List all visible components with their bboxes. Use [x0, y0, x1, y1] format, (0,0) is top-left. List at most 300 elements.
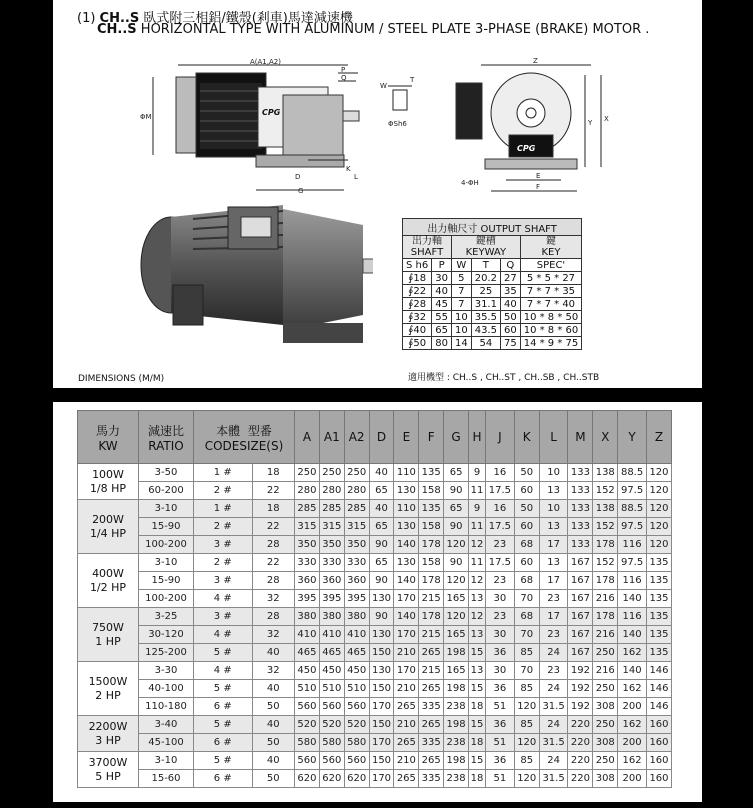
- value-cell: 17: [539, 608, 568, 626]
- shaft-cell: 54: [471, 337, 500, 350]
- value-cell: 88.5: [618, 500, 647, 518]
- value-cell: 410: [319, 626, 344, 644]
- svg-text:A(A1,A2): A(A1,A2): [250, 58, 281, 66]
- top-sheet: [53, 0, 702, 388]
- ratio-cell: 3-25: [139, 608, 194, 626]
- value-cell: 24: [539, 680, 568, 698]
- value-cell: 138: [593, 464, 618, 482]
- motor-photo: [133, 195, 373, 360]
- value-cell: 560: [344, 752, 369, 770]
- value-cell: 315: [344, 518, 369, 536]
- value-cell: 167: [568, 590, 593, 608]
- value-cell: 11: [469, 518, 486, 536]
- value-cell: 450: [319, 662, 344, 680]
- shaft-table-title: 出力軸尺寸 OUTPUT SHAFT: [403, 219, 582, 236]
- code-cell: 6 #: [194, 734, 253, 752]
- value-cell: 120: [444, 536, 469, 554]
- value-cell: 250: [593, 752, 618, 770]
- value-cell: 50: [252, 698, 294, 716]
- value-cell: 138: [593, 500, 618, 518]
- value-cell: 18: [469, 698, 486, 716]
- value-cell: 40: [252, 680, 294, 698]
- value-cell: 40: [252, 644, 294, 662]
- table-row: [78, 500, 672, 518]
- value-cell: 167: [568, 626, 593, 644]
- value-cell: 146: [646, 662, 671, 680]
- value-cell: 51: [486, 734, 515, 752]
- ratio-cell: 125-200: [139, 644, 194, 662]
- svg-text:CPG: CPG: [262, 108, 281, 117]
- code-cell: 2 #: [194, 554, 253, 572]
- col-h: H: [469, 411, 486, 464]
- shaft-cell: 60: [500, 324, 520, 337]
- code-cell: 1 #: [194, 464, 253, 482]
- shaft-cell: 35.5: [471, 311, 500, 324]
- value-cell: 120: [646, 518, 671, 536]
- value-cell: 280: [344, 482, 369, 500]
- value-cell: 280: [295, 482, 320, 500]
- value-cell: 65: [444, 500, 469, 518]
- ratio-cell: 3-10: [139, 752, 194, 770]
- shaft-row: [403, 285, 582, 298]
- shaft-col-header: S h6: [403, 259, 432, 272]
- shaft-col-header: W: [451, 259, 471, 272]
- value-cell: 13: [469, 662, 486, 680]
- value-cell: 395: [319, 590, 344, 608]
- shaft-cell: 7: [451, 298, 471, 311]
- shaft-cell: 5: [451, 272, 471, 285]
- shaft-cell: 27: [500, 272, 520, 285]
- value-cell: 395: [344, 590, 369, 608]
- value-cell: 330: [344, 554, 369, 572]
- table-row: [78, 644, 672, 662]
- value-cell: 17.5: [486, 518, 515, 536]
- value-cell: 13: [539, 482, 568, 500]
- svg-text:CPG: CPG: [517, 144, 536, 153]
- svg-text:Z: Z: [533, 57, 538, 65]
- col-code-size: 本體 型番 CODESIZE(S): [194, 411, 295, 464]
- dimensions-label: DIMENSIONS (M/M): [78, 374, 165, 384]
- table-row: [78, 518, 672, 536]
- shaft-cell: 40: [432, 285, 452, 298]
- value-cell: 120: [646, 536, 671, 554]
- value-cell: 220: [568, 734, 593, 752]
- shaft-cell: 65: [432, 324, 452, 337]
- value-cell: 120: [444, 572, 469, 590]
- value-cell: 178: [593, 572, 618, 590]
- value-cell: 178: [419, 608, 444, 626]
- value-cell: 170: [394, 626, 419, 644]
- ratio-cell: 3-10: [139, 554, 194, 572]
- value-cell: 17: [539, 572, 568, 590]
- value-cell: 152: [593, 554, 618, 572]
- value-cell: 167: [568, 554, 593, 572]
- value-cell: 90: [444, 518, 469, 536]
- shaft-detail-drawing: [378, 72, 428, 132]
- value-cell: 133: [568, 482, 593, 500]
- svg-text:G: G: [298, 187, 304, 195]
- value-cell: 265: [419, 752, 444, 770]
- table-row: [78, 626, 672, 644]
- code-cell: 4 #: [194, 590, 253, 608]
- value-cell: 170: [369, 734, 394, 752]
- shaft-cell: 10 * 8 * 50: [520, 311, 582, 324]
- value-cell: 165: [444, 626, 469, 644]
- value-cell: 560: [344, 698, 369, 716]
- value-cell: 580: [319, 734, 344, 752]
- shaft-cell: 20.2: [471, 272, 500, 285]
- value-cell: 330: [295, 554, 320, 572]
- shaft-row: [403, 298, 582, 311]
- value-cell: 265: [394, 734, 419, 752]
- shaft-cell: 14: [451, 337, 471, 350]
- ratio-cell: 100-200: [139, 590, 194, 608]
- value-cell: 158: [419, 554, 444, 572]
- table-row: [78, 536, 672, 554]
- value-cell: 170: [394, 590, 419, 608]
- value-cell: 285: [295, 500, 320, 518]
- value-cell: 50: [252, 734, 294, 752]
- front-view-drawing: [451, 55, 631, 200]
- value-cell: 70: [514, 590, 539, 608]
- value-cell: 450: [344, 662, 369, 680]
- value-cell: 250: [319, 464, 344, 482]
- value-cell: 68: [514, 572, 539, 590]
- code-cell: 6 #: [194, 698, 253, 716]
- value-cell: 238: [444, 734, 469, 752]
- value-cell: 28: [252, 572, 294, 590]
- value-cell: 250: [295, 464, 320, 482]
- shaft-cell: 10 * 8 * 60: [520, 324, 582, 337]
- value-cell: 220: [568, 752, 593, 770]
- value-cell: 150: [369, 644, 394, 662]
- value-cell: 133: [568, 464, 593, 482]
- value-cell: 70: [514, 626, 539, 644]
- value-cell: 31.5: [539, 698, 568, 716]
- value-cell: 130: [369, 626, 394, 644]
- value-cell: 330: [319, 554, 344, 572]
- svg-text:ΦSh6: ΦSh6: [388, 120, 407, 128]
- value-cell: 13: [539, 518, 568, 536]
- value-cell: 17.5: [486, 554, 515, 572]
- kw-cell: 100W 1/8 HP: [78, 464, 139, 500]
- ratio-cell: 3-30: [139, 662, 194, 680]
- value-cell: 40: [369, 464, 394, 482]
- shaft-row: [403, 311, 582, 324]
- value-cell: 97.5: [618, 554, 647, 572]
- value-cell: 18: [469, 770, 486, 788]
- value-cell: 178: [593, 536, 618, 554]
- shaft-cell: 50: [500, 311, 520, 324]
- value-cell: 620: [319, 770, 344, 788]
- shaft-cell: 43.5: [471, 324, 500, 337]
- value-cell: 90: [444, 554, 469, 572]
- value-cell: 135: [646, 590, 671, 608]
- shaft-row: [403, 337, 582, 350]
- value-cell: 350: [344, 536, 369, 554]
- value-cell: 380: [295, 608, 320, 626]
- value-cell: 130: [394, 482, 419, 500]
- dimension-table-header: [78, 411, 672, 464]
- shaft-cell: ∮50: [403, 337, 432, 350]
- value-cell: 160: [646, 734, 671, 752]
- value-cell: 23: [486, 572, 515, 590]
- bottom-sheet: [53, 402, 702, 802]
- title-zh: (1) CH..S 臥式附三相鋁/鐵殼(剎車)馬達減速機: [77, 11, 353, 26]
- value-cell: 162: [618, 716, 647, 734]
- value-cell: 120: [646, 482, 671, 500]
- value-cell: 450: [295, 662, 320, 680]
- value-cell: 178: [419, 536, 444, 554]
- value-cell: 85: [514, 644, 539, 662]
- table-row: [78, 590, 672, 608]
- svg-text:T: T: [410, 76, 415, 84]
- value-cell: 65: [369, 518, 394, 536]
- value-cell: 510: [319, 680, 344, 698]
- code-cell: 3 #: [194, 572, 253, 590]
- value-cell: 17: [539, 536, 568, 554]
- kw-cell: 2200W 3 HP: [78, 716, 139, 752]
- col-y: Y: [618, 411, 647, 464]
- value-cell: 12: [469, 608, 486, 626]
- ratio-cell: 3-40: [139, 716, 194, 734]
- value-cell: 215: [419, 626, 444, 644]
- value-cell: 16: [486, 500, 515, 518]
- value-cell: 120: [646, 500, 671, 518]
- value-cell: 135: [646, 572, 671, 590]
- col-e: E: [394, 411, 419, 464]
- value-cell: 40: [252, 716, 294, 734]
- value-cell: 32: [252, 662, 294, 680]
- value-cell: 560: [319, 752, 344, 770]
- shaft-cell: ∮22: [403, 285, 432, 298]
- col-x: X: [593, 411, 618, 464]
- shaft-cell: 55: [432, 311, 452, 324]
- value-cell: 220: [568, 770, 593, 788]
- value-cell: 36: [486, 644, 515, 662]
- value-cell: 23: [539, 662, 568, 680]
- value-cell: 24: [539, 716, 568, 734]
- value-cell: 265: [394, 770, 419, 788]
- value-cell: 335: [419, 734, 444, 752]
- value-cell: 133: [568, 500, 593, 518]
- col-d: D: [369, 411, 394, 464]
- value-cell: 51: [486, 698, 515, 716]
- shaft-cell: 45: [432, 298, 452, 311]
- value-cell: 315: [295, 518, 320, 536]
- value-cell: 465: [344, 644, 369, 662]
- value-cell: 120: [514, 698, 539, 716]
- table-row: [78, 698, 672, 716]
- value-cell: 216: [593, 626, 618, 644]
- value-cell: 11: [469, 554, 486, 572]
- value-cell: 198: [444, 752, 469, 770]
- value-cell: 210: [394, 716, 419, 734]
- svg-text:D: D: [295, 173, 301, 181]
- value-cell: 178: [419, 572, 444, 590]
- group-keyway: 鍵槽 KEYWAY: [451, 236, 520, 259]
- kw-cell: 400W 1/2 HP: [78, 554, 139, 608]
- value-cell: 18: [469, 734, 486, 752]
- code-cell: 5 #: [194, 680, 253, 698]
- value-cell: 192: [568, 680, 593, 698]
- shaft-row: [403, 324, 582, 337]
- value-cell: 23: [486, 536, 515, 554]
- value-cell: 335: [419, 770, 444, 788]
- value-cell: 135: [646, 554, 671, 572]
- value-cell: 140: [618, 626, 647, 644]
- value-cell: 158: [419, 482, 444, 500]
- value-cell: 110: [394, 464, 419, 482]
- value-cell: 15: [469, 752, 486, 770]
- value-cell: 162: [618, 752, 647, 770]
- value-cell: 215: [419, 662, 444, 680]
- value-cell: 160: [646, 752, 671, 770]
- value-cell: 238: [444, 698, 469, 716]
- value-cell: 158: [419, 518, 444, 536]
- ratio-cell: 45-100: [139, 734, 194, 752]
- col-k: K: [514, 411, 539, 464]
- value-cell: 90: [369, 572, 394, 590]
- value-cell: 315: [319, 518, 344, 536]
- dimension-table-body: [78, 464, 672, 788]
- value-cell: 220: [568, 716, 593, 734]
- value-cell: 178: [593, 608, 618, 626]
- kw-cell: 3700W 5 HP: [78, 752, 139, 788]
- table-row: [78, 770, 672, 788]
- code-cell: 3 #: [194, 536, 253, 554]
- value-cell: 167: [568, 608, 593, 626]
- col-a1: A1: [319, 411, 344, 464]
- value-cell: 140: [394, 536, 419, 554]
- value-cell: 350: [319, 536, 344, 554]
- value-cell: 90: [369, 536, 394, 554]
- value-cell: 360: [344, 572, 369, 590]
- ratio-cell: 15-90: [139, 518, 194, 536]
- value-cell: 32: [252, 590, 294, 608]
- output-shaft-table: [402, 218, 582, 350]
- value-cell: 30: [486, 662, 515, 680]
- table-row: [78, 554, 672, 572]
- col-f: F: [419, 411, 444, 464]
- value-cell: 116: [618, 536, 647, 554]
- value-cell: 68: [514, 608, 539, 626]
- code-cell: 1 #: [194, 500, 253, 518]
- value-cell: 24: [539, 644, 568, 662]
- value-cell: 9: [469, 500, 486, 518]
- value-cell: 140: [394, 608, 419, 626]
- value-cell: 146: [646, 680, 671, 698]
- value-cell: 30: [486, 626, 515, 644]
- shaft-cell: 25: [471, 285, 500, 298]
- value-cell: 23: [539, 626, 568, 644]
- shaft-cell: ∮18: [403, 272, 432, 285]
- shaft-cell: 7 * 7 * 40: [520, 298, 582, 311]
- ratio-cell: 110-180: [139, 698, 194, 716]
- value-cell: 200: [618, 698, 647, 716]
- shaft-row: [403, 272, 582, 285]
- code-cell: 2 #: [194, 518, 253, 536]
- value-cell: 130: [369, 662, 394, 680]
- value-cell: 133: [568, 536, 593, 554]
- value-cell: 60: [514, 554, 539, 572]
- value-cell: 162: [618, 680, 647, 698]
- value-cell: 160: [646, 770, 671, 788]
- value-cell: 238: [444, 770, 469, 788]
- value-cell: 380: [344, 608, 369, 626]
- svg-text:Y: Y: [588, 119, 593, 127]
- table-row: [78, 716, 672, 734]
- shaft-cell: 10: [451, 311, 471, 324]
- value-cell: 24: [539, 752, 568, 770]
- value-cell: 167: [568, 644, 593, 662]
- value-cell: 335: [419, 698, 444, 716]
- kw-cell: 750W 1 HP: [78, 608, 139, 662]
- col-a2: A2: [344, 411, 369, 464]
- value-cell: 170: [369, 770, 394, 788]
- value-cell: 510: [295, 680, 320, 698]
- value-cell: 135: [419, 500, 444, 518]
- value-cell: 97.5: [618, 518, 647, 536]
- ratio-cell: 3-50: [139, 464, 194, 482]
- value-cell: 22: [252, 554, 294, 572]
- shaft-col-header: Q: [500, 259, 520, 272]
- value-cell: 135: [419, 464, 444, 482]
- value-cell: 210: [394, 644, 419, 662]
- value-cell: 12: [469, 536, 486, 554]
- value-cell: 560: [295, 752, 320, 770]
- value-cell: 13: [469, 626, 486, 644]
- shaft-cell: 80: [432, 337, 452, 350]
- shaft-cell: 7 * 7 * 35: [520, 285, 582, 298]
- ratio-cell: 3-10: [139, 500, 194, 518]
- value-cell: 152: [593, 518, 618, 536]
- value-cell: 580: [295, 734, 320, 752]
- value-cell: 308: [593, 770, 618, 788]
- value-cell: 520: [319, 716, 344, 734]
- value-cell: 250: [593, 680, 618, 698]
- value-cell: 250: [344, 464, 369, 482]
- shaft-table-header: [403, 259, 582, 272]
- value-cell: 116: [618, 608, 647, 626]
- value-cell: 250: [593, 644, 618, 662]
- title-en: CH..S HORIZONTAL TYPE WITH ALUMINUM / STEEL PLATE 3-PHASE (BRAKE) MOTOR .: [97, 22, 650, 37]
- shaft-cell: 31.1: [471, 298, 500, 311]
- svg-text:L: L: [354, 173, 358, 181]
- shaft-cell: 7: [451, 285, 471, 298]
- value-cell: 620: [295, 770, 320, 788]
- value-cell: 90: [444, 482, 469, 500]
- value-cell: 110: [394, 500, 419, 518]
- table-row: [78, 734, 672, 752]
- value-cell: 23: [539, 590, 568, 608]
- value-cell: 308: [593, 698, 618, 716]
- value-cell: 135: [646, 644, 671, 662]
- value-cell: 520: [344, 716, 369, 734]
- value-cell: 120: [514, 770, 539, 788]
- ratio-cell: 60-200: [139, 482, 194, 500]
- value-cell: 360: [295, 572, 320, 590]
- shaft-cell: ∮40: [403, 324, 432, 337]
- col-l: L: [539, 411, 568, 464]
- value-cell: 120: [646, 464, 671, 482]
- value-cell: 150: [369, 680, 394, 698]
- col-a: A: [295, 411, 320, 464]
- value-cell: 198: [444, 644, 469, 662]
- shaft-cell: 10: [451, 324, 471, 337]
- code-cell: 2 #: [194, 482, 253, 500]
- value-cell: 28: [252, 536, 294, 554]
